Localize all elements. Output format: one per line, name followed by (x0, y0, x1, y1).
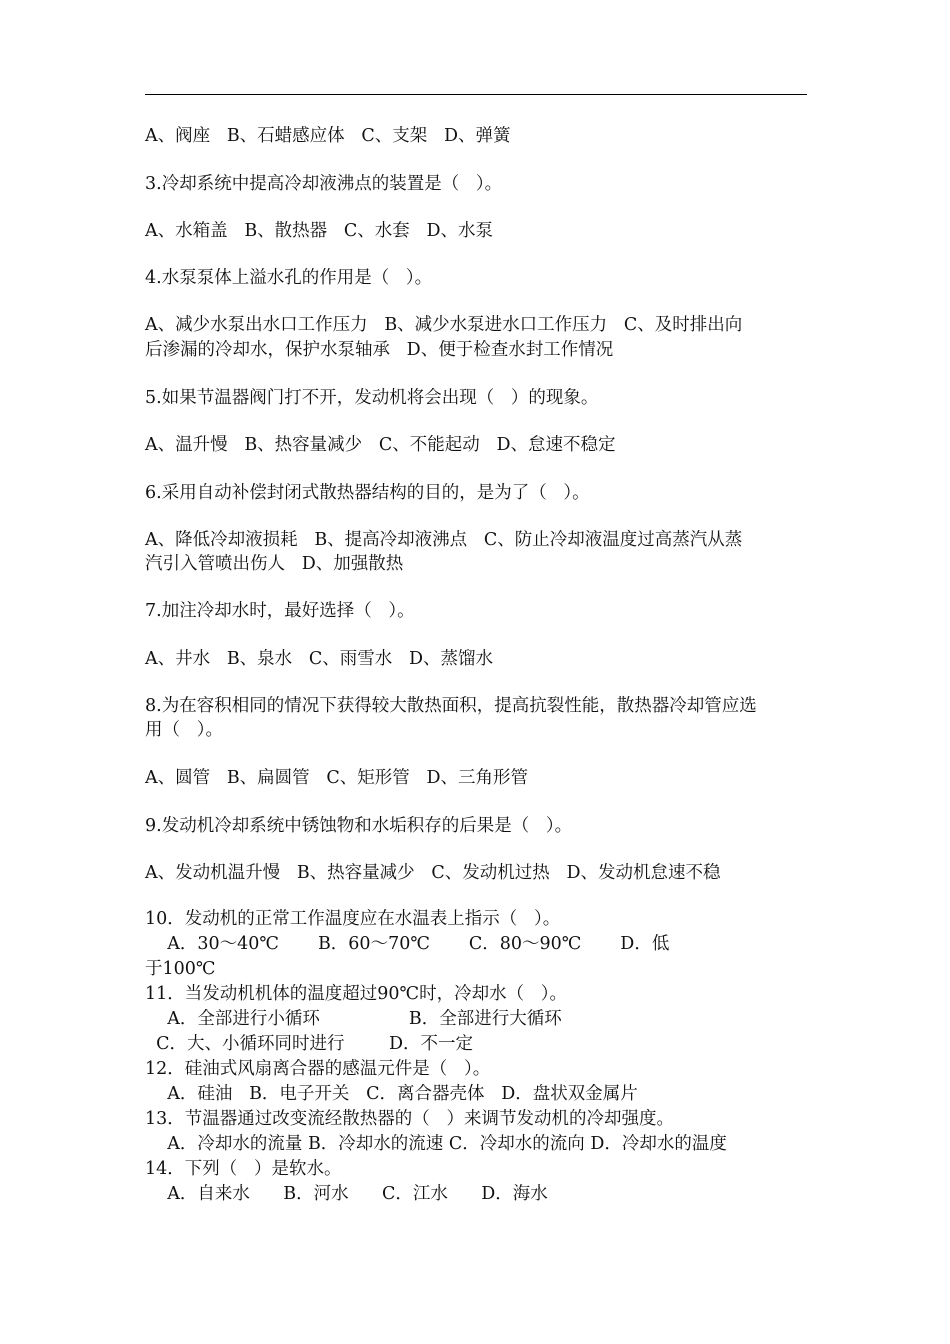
q6-options: A、降低冷却液损耗 B、提高冷却液沸点 C、防止冷却液温度过高蒸汽从蒸 (145, 530, 743, 550)
q14-options: A．自来水 B．河水 C．江水 D．海水 (145, 1184, 548, 1204)
q11-question: 11．当发动机机体的温度超过90℃时，冷却水（ ）。 (145, 984, 568, 1004)
q13-options: A．冷却水的流量 B．冷却水的流速 C．冷却水的流向 D．冷却水的温度 (145, 1134, 727, 1154)
q4-question: 4.水泵泵体上溢水孔的作用是（ ）。 (145, 268, 433, 288)
q11-options-continued: C．大、小循环同时进行 D．不一定 (145, 1034, 474, 1054)
q10-question: 10．发动机的正常工作温度应在水温表上指示（ ）。 (145, 909, 561, 929)
q10-options: A．30～40℃ B．60～70℃ C．80～90℃ D．低 (145, 934, 670, 954)
q4-options: A、减少水泵出水口工作压力 B、减少水泵进水口工作压力 C、及时排出向 (145, 315, 743, 335)
q2-options: A、阀座 B、石蜡感应体 C、支架 D、弹簧 (145, 126, 511, 146)
q13-question: 13．节温器通过改变流经散热器的（ ）来调节发动机的冷却强度。 (145, 1109, 674, 1129)
q5-options: A、温升慢 B、热容量减少 C、不能起动 D、怠速不稳定 (145, 435, 616, 455)
q7-question: 7.加注冷却水时，最好选择（ ）。 (145, 601, 415, 621)
q10-options-continued: 于100℃ (145, 959, 216, 979)
q3-options: A、水箱盖 B、散热器 C、水套 D、水泵 (145, 221, 493, 241)
q12-options: A．硅油 B．电子开关 C．离合器壳体 D．盘状双金属片 (145, 1084, 638, 1104)
q7-options: A、井水 B、泉水 C、雨雪水 D、蒸馏水 (145, 649, 493, 669)
q14-question: 14．下列（ ）是软水。 (145, 1159, 342, 1179)
q6-options-continued: 汽引入管喷出伤人 D、加强散热 (145, 554, 404, 574)
q8-question: 8.为在容积相同的情况下获得较大散热面积，提高抗裂性能，散热器冷却管应选 (145, 696, 757, 716)
q4-options-continued: 后渗漏的冷却水，保护水泵轴承 D、便于检查水封工作情况 (145, 340, 614, 360)
q9-question: 9.发动机冷却系统中锈蚀物和水垢积存的后果是（ ）。 (145, 816, 573, 836)
header-rule (145, 94, 807, 95)
q3-question: 3.冷却系统中提高冷却液沸点的装置是（ ）。 (145, 174, 503, 194)
q5-question: 5.如果节温器阀门打不开，发动机将会出现（ ）的现象。 (145, 388, 599, 408)
q12-question: 12．硅油式风扇离合器的感温元件是（ ）。 (145, 1059, 491, 1079)
q8-question-continued: 用（ ）。 (145, 720, 223, 740)
q8-options: A、圆管 B、扁圆管 C、矩形管 D、三角形管 (145, 768, 528, 788)
q9-options: A、发动机温升慢 B、热容量减少 C、发动机过热 D、发动机怠速不稳 (145, 863, 721, 883)
q11-options: A．全部进行小循环 B．全部进行大循环 (145, 1009, 562, 1029)
q6-question: 6.采用自动补偿封闭式散热器结构的目的，是为了（ ）。 (145, 483, 590, 503)
